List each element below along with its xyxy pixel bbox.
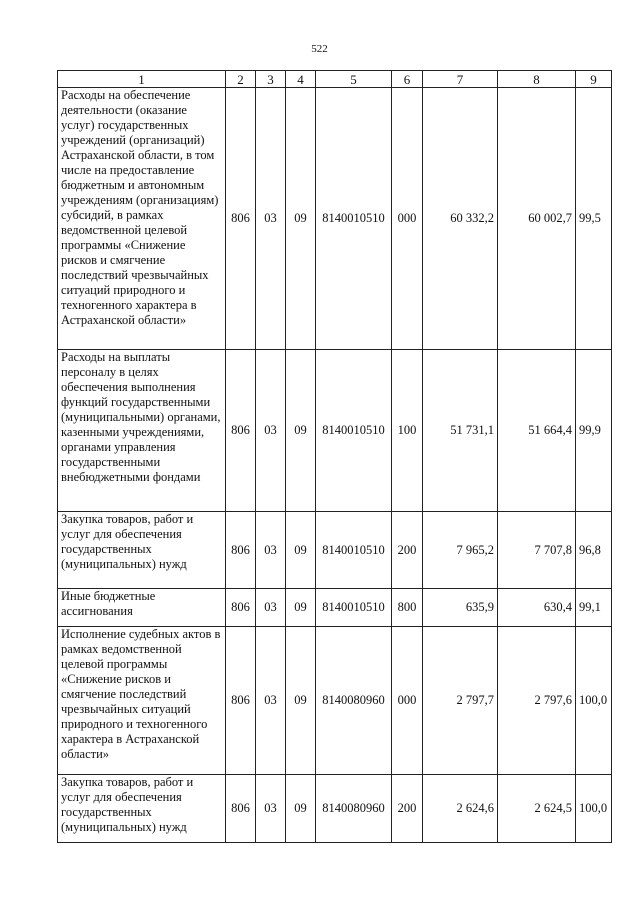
cell-percent: 99,1 <box>576 589 612 627</box>
column-header: 5 <box>316 71 392 88</box>
column-header: 6 <box>392 71 423 88</box>
cell-ministry: 806 <box>226 589 256 627</box>
row-description: Иные бюджетные ассигнования <box>58 589 226 627</box>
cell-ministry: 806 <box>226 350 256 512</box>
cell-planned: 7 965,2 <box>423 512 498 589</box>
cell-planned: 2 797,7 <box>423 627 498 775</box>
cell-subsection: 09 <box>286 775 316 843</box>
cell-executed: 7 707,8 <box>498 512 576 589</box>
cell-expense-type: 800 <box>392 589 423 627</box>
page-number: 522 <box>311 43 328 55</box>
table-row <box>58 512 612 589</box>
cell-subsection: 09 <box>286 589 316 627</box>
column-header: 7 <box>423 71 498 88</box>
cell-subsection: 09 <box>286 350 316 512</box>
cell-percent: 100,0 <box>576 775 612 843</box>
table-row <box>58 775 612 843</box>
cell-expense-type: 000 <box>392 88 423 350</box>
header-row <box>58 71 612 88</box>
cell-ministry: 806 <box>226 512 256 589</box>
column-header: 1 <box>58 71 226 88</box>
cell-ministry: 806 <box>226 775 256 843</box>
table-row <box>58 350 612 512</box>
cell-executed: 630,4 <box>498 589 576 627</box>
table-row <box>58 589 612 627</box>
budget-table <box>57 70 612 843</box>
cell-target-article: 8140080960 <box>316 775 392 843</box>
column-header: 2 <box>226 71 256 88</box>
cell-expense-type: 000 <box>392 627 423 775</box>
cell-section: 03 <box>256 589 286 627</box>
cell-ministry: 806 <box>226 88 256 350</box>
cell-percent: 100,0 <box>576 627 612 775</box>
column-header: 3 <box>256 71 286 88</box>
cell-planned: 60 332,2 <box>423 88 498 350</box>
cell-section: 03 <box>256 775 286 843</box>
cell-target-article: 8140010510 <box>316 589 392 627</box>
cell-expense-type: 200 <box>392 512 423 589</box>
cell-executed: 2 624,5 <box>498 775 576 843</box>
row-description: Закупка товаров, работ и услуг для обеспечения государственных (муниципальных) нужд <box>58 775 226 843</box>
column-header: 9 <box>576 71 612 88</box>
cell-subsection: 09 <box>286 512 316 589</box>
cell-section: 03 <box>256 350 286 512</box>
table-row <box>58 88 612 350</box>
cell-section: 03 <box>256 512 286 589</box>
cell-expense-type: 100 <box>392 350 423 512</box>
cell-target-article: 8140080960 <box>316 627 392 775</box>
cell-planned: 2 624,6 <box>423 775 498 843</box>
cell-section: 03 <box>256 627 286 775</box>
cell-target-article: 8140010510 <box>316 88 392 350</box>
row-description: Исполнение судебных актов в рамках ведомственной целевой программы «Снижение рисков и смягчение последствий чрезвычайных ситуаций природного и техногенного характера в Астраханской области» <box>58 627 226 775</box>
cell-percent: 96,8 <box>576 512 612 589</box>
cell-executed: 60 002,7 <box>498 88 576 350</box>
cell-target-article: 8140010510 <box>316 512 392 589</box>
cell-percent: 99,5 <box>576 88 612 350</box>
cell-expense-type: 200 <box>392 775 423 843</box>
row-description: Расходы на выплаты персоналу в целях обеспечения выполнения функций государственными (муниципальными) органами, казенными учреждениями, органами управления государственными внебюджетными фондами <box>58 350 226 512</box>
cell-target-article: 8140010510 <box>316 350 392 512</box>
cell-planned: 635,9 <box>423 589 498 627</box>
cell-subsection: 09 <box>286 88 316 350</box>
cell-ministry: 806 <box>226 627 256 775</box>
cell-executed: 51 664,4 <box>498 350 576 512</box>
cell-executed: 2 797,6 <box>498 627 576 775</box>
column-header: 8 <box>498 71 576 88</box>
column-header: 4 <box>286 71 316 88</box>
row-description: Расходы на обеспечение деятельности (оказание услуг) государственных учреждений (организаций) Астраханской области, в том числе на предоставление бюджетным и автономным учреждениям (организациям) субсидий, в рамках ведомственной целевой программы «Снижение рисков и смягчение последствий чрезвычайных ситуаций природного и техногенного характера в Астраханской области» <box>58 88 226 350</box>
cell-percent: 99,9 <box>576 350 612 512</box>
cell-planned: 51 731,1 <box>423 350 498 512</box>
table-row <box>58 627 612 775</box>
cell-subsection: 09 <box>286 627 316 775</box>
row-description: Закупка товаров, работ и услуг для обеспечения государственных (муниципальных) нужд <box>58 512 226 589</box>
cell-section: 03 <box>256 88 286 350</box>
